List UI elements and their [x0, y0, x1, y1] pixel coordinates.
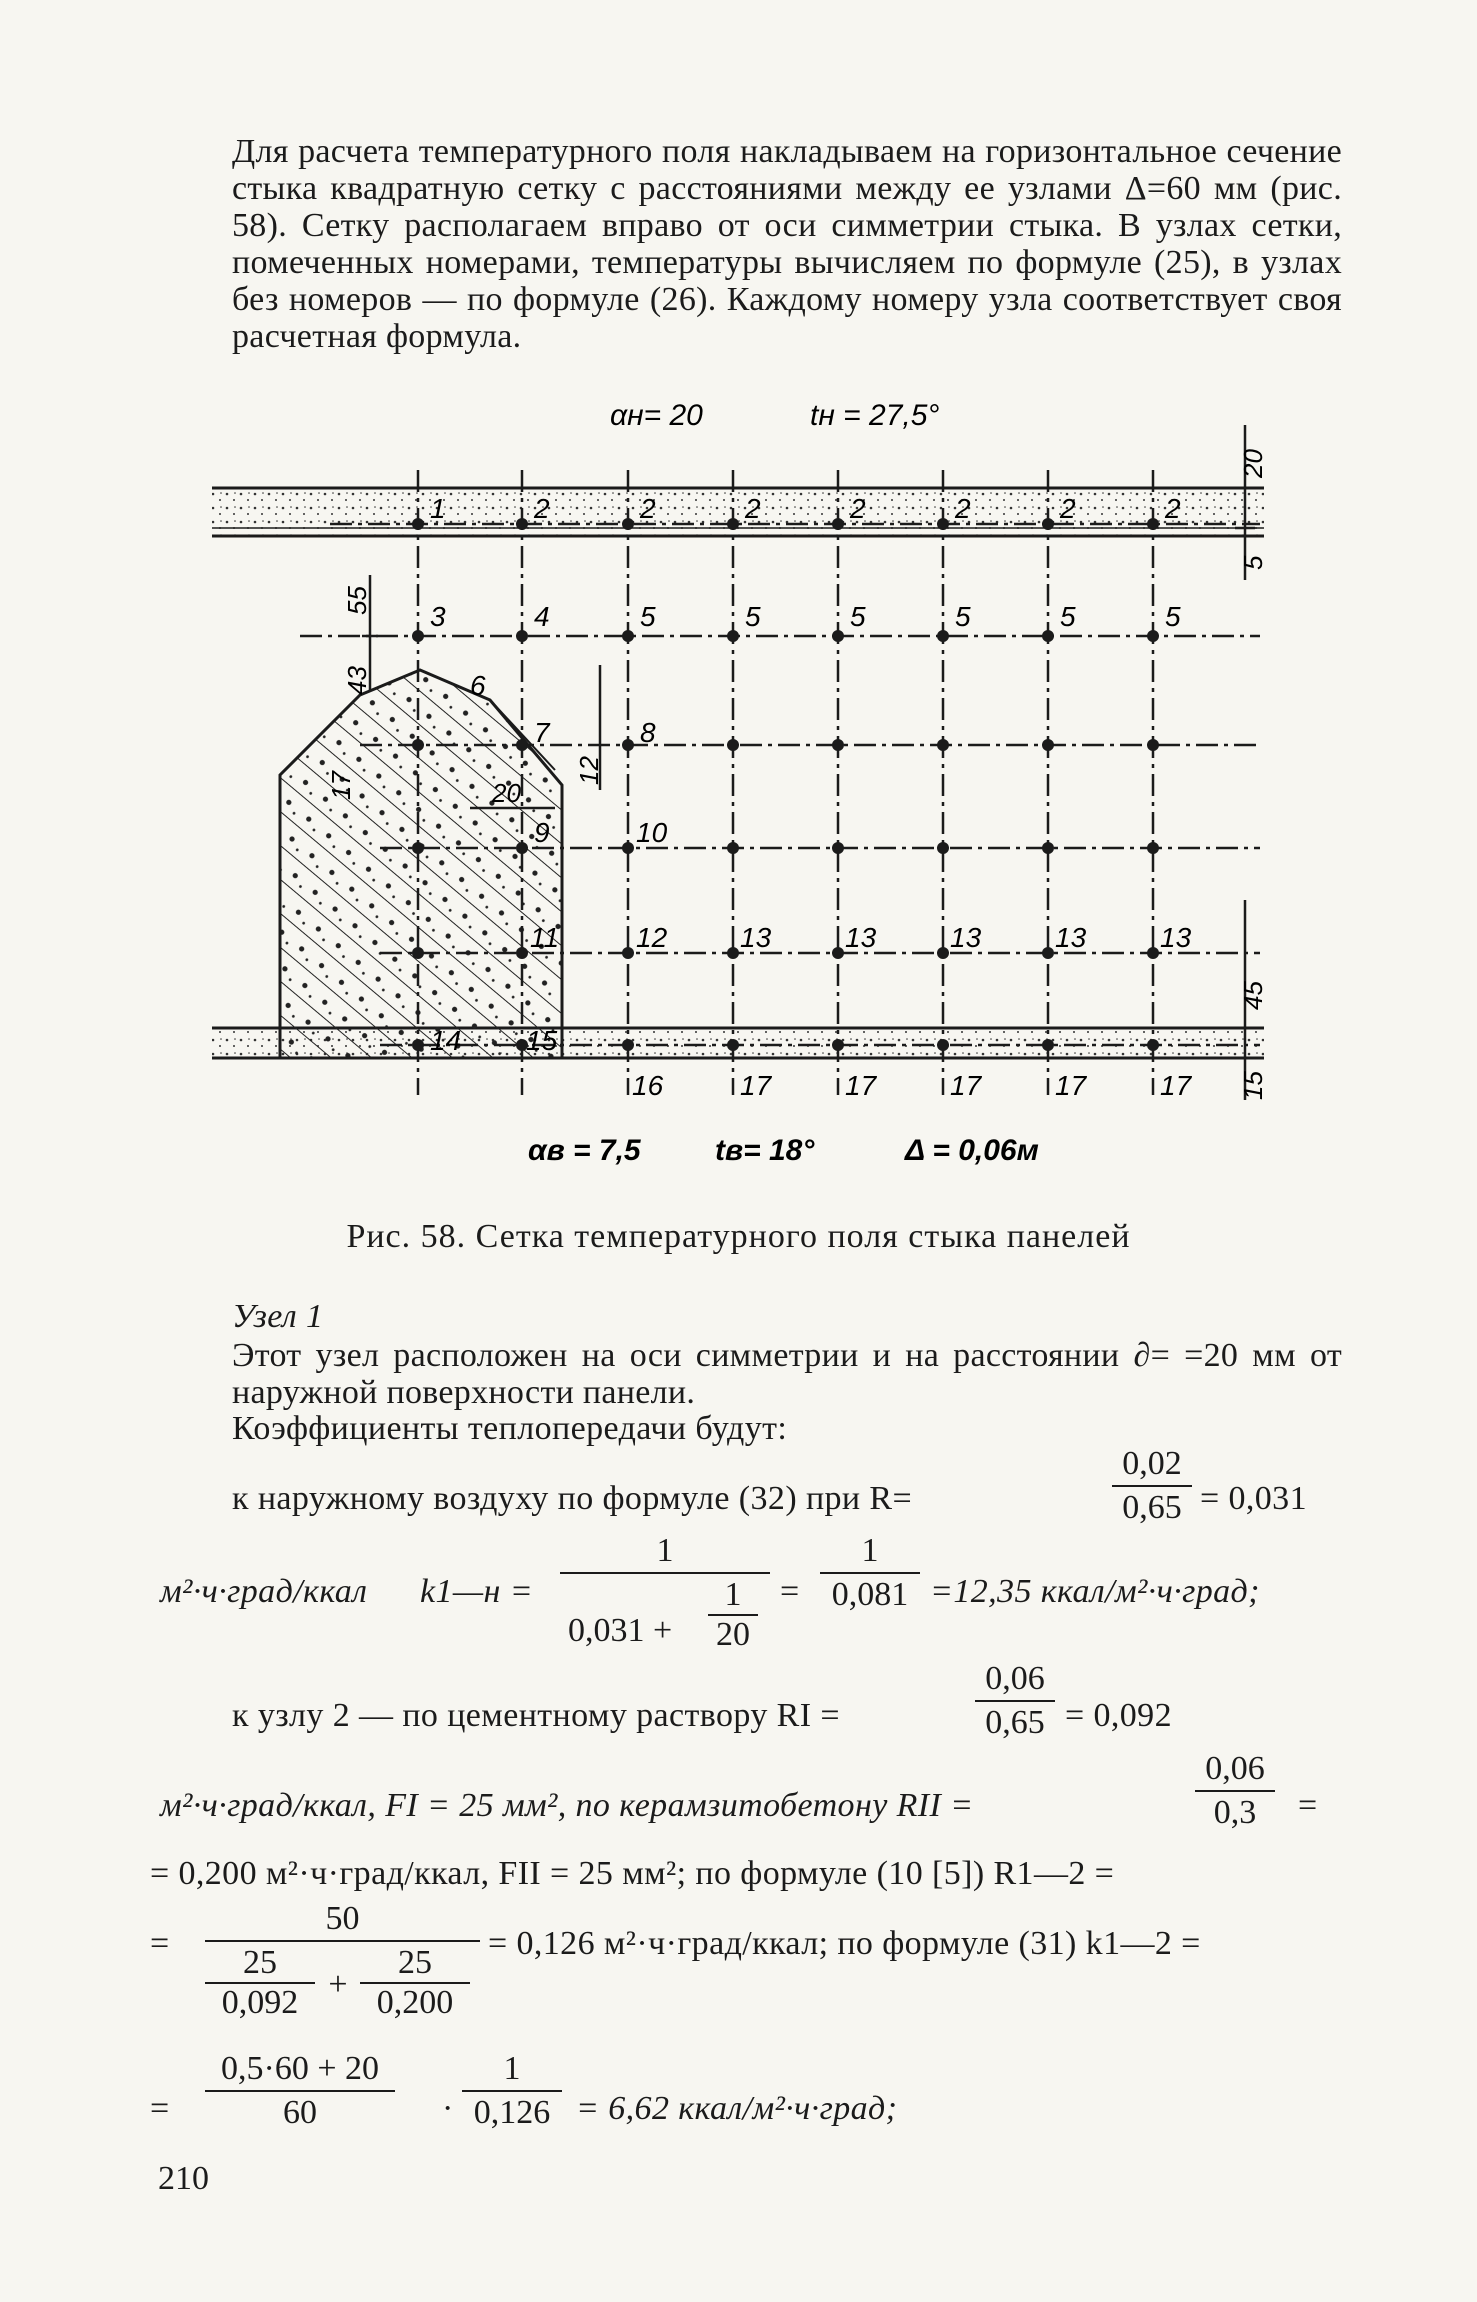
joint-concrete-insert: [280, 670, 562, 1058]
formula6-eq: =: [150, 1925, 170, 1962]
formula2-fraction-b: 1 0,081: [820, 1532, 920, 1614]
node-label: 2: [955, 493, 971, 524]
node-label: 11: [530, 922, 560, 953]
formula5-text: = 0,200 м²·ч·град/ккал, FII = 25 мм²; по формуле (10 [5]) R1—2 =: [150, 1855, 1115, 1892]
node-label: 8: [640, 717, 656, 748]
node-label: 4: [534, 601, 550, 632]
node-label: 17: [845, 1070, 877, 1101]
node-label: 2: [534, 493, 550, 524]
formula3-fraction: 0,06 0,65: [975, 1660, 1055, 1742]
formula7-eq: =: [150, 2090, 170, 2127]
node-label: 2: [1165, 493, 1181, 524]
formula2-fraction-main: 1 0,031 + 1 20: [560, 1532, 770, 1676]
t-v-label: tв= 18°: [715, 1134, 815, 1167]
node-label: 5: [850, 601, 866, 632]
dim-12: 12: [574, 756, 604, 785]
dim-20: 20: [1238, 449, 1268, 478]
dim-17: 17: [326, 771, 356, 800]
node-label: 5: [640, 601, 656, 632]
node-label: 5: [745, 601, 761, 632]
formula2-eq: =: [780, 1573, 800, 1610]
node1-text: Этот узел расположен на оси симметрии и на расстоянии ∂= =20 мм от наружной поверхности панели.: [232, 1337, 1342, 1411]
formula7-fraction-b: 1 0,126: [462, 2050, 562, 2132]
dim-20b: 20: [492, 778, 521, 808]
formula3-text: к узлу 2 — по цементному раствору RI =: [232, 1697, 840, 1734]
outer-cement-layer: [212, 488, 1264, 536]
node-label: 13: [1160, 922, 1192, 953]
node-label: 17: [740, 1070, 772, 1101]
node-label: 2: [640, 493, 656, 524]
figure-caption: Рис. 58. Сетка температурного поля стыка панелей: [346, 1218, 1131, 1255]
formula4-result: =: [1298, 1787, 1318, 1824]
formula6-result: = 0,126 м²·ч·град/ккал; по формуле (31) k1—2 =: [488, 1925, 1201, 1962]
node-label: 17: [1160, 1070, 1192, 1101]
node-label: 15: [526, 1025, 558, 1056]
formula1-result: = 0,031: [1200, 1480, 1307, 1517]
node-label: 10: [636, 817, 668, 848]
dim-45: 45: [1238, 981, 1268, 1010]
formula2-k: k1—н =: [420, 1573, 534, 1610]
dim-5: 5: [1238, 555, 1268, 570]
node-label: 2: [745, 493, 761, 524]
node-label: 2: [1060, 493, 1076, 524]
formula4-fraction: 0,06 0,3: [1195, 1750, 1275, 1832]
formula3-result: = 0,092: [1065, 1697, 1172, 1734]
node-label: 5: [955, 601, 971, 632]
alpha-n-label: αн= 20: [610, 399, 703, 432]
node-label: 5: [1060, 601, 1076, 632]
node-label: 3: [430, 601, 446, 632]
node-label: 16: [632, 1070, 664, 1101]
node-label: 13: [740, 922, 772, 953]
formula7-dot: ·: [442, 2090, 454, 2127]
node-label: 5: [1165, 601, 1181, 632]
alpha-v-label: αв = 7,5: [528, 1134, 641, 1167]
dim-55: 55: [342, 586, 372, 615]
node-label: 14: [430, 1025, 462, 1056]
dim-15: 15: [1238, 1071, 1268, 1100]
formula4-text: м²·ч·град/ккал, FI = 25 мм², по керамзитобетону RII =: [160, 1787, 974, 1824]
t-n-label: tн = 27,5°: [810, 399, 940, 432]
node-label: 13: [1055, 922, 1087, 953]
node-label: 17: [950, 1070, 982, 1101]
node-label: 1: [430, 493, 446, 524]
node-label: 6: [470, 670, 486, 701]
coef-intro: Коэффициенты теплопередачи будут:: [232, 1410, 788, 1447]
delta-label: Δ = 0,06м: [905, 1134, 1039, 1167]
intro-paragraph: Для расчета температурного поля накладываем на горизонтальное сечение стыка квадратную сетку с расстояниями между ее узлами Δ=60 мм (рис. 58). Сетку располагаем вправо от оси симметрии стыка. В узлах сетки, помеченных номерами, температуры вычисляем по формуле (25), в узлах без номеров — по формуле (26). Каждому номеру узла соответствует своя расчетная формула.: [232, 133, 1342, 355]
formula7-fraction-a: 0,5·60 + 20 60: [205, 2050, 395, 2132]
node1-heading: Узел 1: [232, 1298, 324, 1335]
formula2-result: =12,35 ккал/м²·ч·град;: [930, 1573, 1260, 1610]
formula7-result: = 6,62 ккал/м²·ч·град;: [576, 2090, 898, 2127]
node-label: 2: [850, 493, 866, 524]
node-label: 12: [636, 922, 668, 953]
dim-43: 43: [342, 666, 372, 695]
formula1-text: к наружному воздуху по формуле (32) при R=: [232, 1480, 913, 1517]
formula6-fraction: 50 25 0,092 + 25 0,200: [205, 1900, 480, 2044]
page-number: 210: [158, 2160, 209, 2197]
node-label: 13: [950, 922, 982, 953]
node-label: 9: [534, 817, 550, 848]
formula1-fraction: 0,02 0,65: [1112, 1445, 1192, 1527]
node-label: 17: [1055, 1070, 1087, 1101]
node-label: 7: [534, 717, 550, 748]
formula2-unit: м²·ч·град/ккал: [160, 1573, 368, 1610]
node-label: 13: [845, 922, 877, 953]
